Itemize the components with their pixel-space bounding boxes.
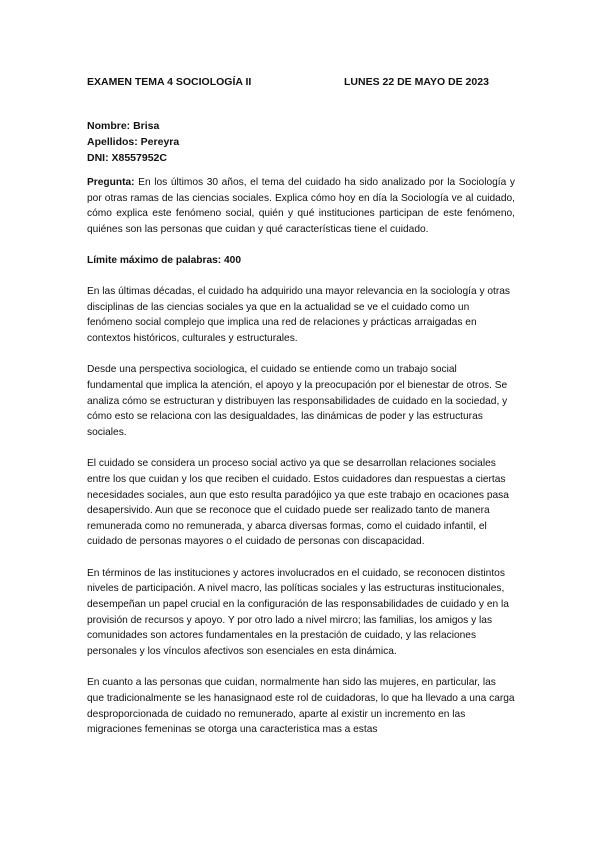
student-surname: Apellidos: Pereyra	[87, 136, 180, 148]
answer-paragraph-1: En las últimas décadas, el cuidado ha adquirido una mayor relevancia en la sociología y otras disciplinas de las ciencias sociales ya que en la actualidad se ve el cuidado como un fenómeno social complejo que implica una red de relaciones y prácticas arraigadas en contextos históricos, culturales y estructurales.	[87, 285, 511, 344]
answer-paragraph-4: En términos de las instituciones y actores involucrados en el cuidado, se reconocen distintos niveles de participación. A nivel macro, las políticas sociales y las estructuras institucionales, desempeñan un papel crucial en la configuración de las responsabilidades de cuidado y en la provisión de recursos y apoyo. Y por otro lado a nivel mircro; las familias, los amigos y las comunidades son actores fundamentales en la prestación de cuidado, y las relaciones personales y los vínculos afectivos son esenciales en esta dinámica.	[87, 567, 509, 657]
student-dni: DNI: X8557952C	[87, 152, 167, 164]
exam-date: LUNES 22 DE MAYO DE 2023	[344, 76, 489, 88]
student-name: Nombre: Brisa	[87, 120, 160, 132]
exam-title: EXAMEN TEMA 4 SOCIOLOGÍA II	[87, 76, 252, 88]
question-text: En los últimos 30 años, el tema del cuidado ha sido analizado por la Sociología y por otras ramas de las ciencias sociales. Explica cómo hoy en día la Sociología ve al cuidado, cómo explica este fenómeno social, quién y qué instituciones participan de este fenómeno, quiénes son las personas que cuidan y qué características tiene el cuidado.	[87, 177, 515, 235]
word-limit: Límite máximo de palabras: 400	[87, 255, 242, 267]
answer-paragraph-5: En cuanto a las personas que cuidan, normalmente han sido las mujeres, en particular, las que tradicionalmente se les hanasignaod este rol de cuidadoras, lo que ha llevado a una carga desproporcionada de cuidado no remunerado, aparte al existir un incremento en las migraciones femeninas se otorga una caracteristica mas a estas	[87, 677, 515, 736]
question-paragraph	[87, 175, 515, 237]
answer-paragraph-2: Desde una perspectiva sociologica, el cuidado se entiende como un trabajo social fundamental que implica la atención, el apoyo y la preocupación por el bienestar de otros. Se analiza cómo se estructuran y distribuyen las responsabilidades de cuidado en la sociedad, y cómo esto se relaciona con las desigualdades, las dinámicas de poder y las estructuras sociales.	[87, 364, 508, 438]
answer-paragraph-3: El cuidado se considera un proceso social activo ya que se desarrollan relaciones sociales entre los que cuidan y los que reciben el cuidado. Estos cuidadores dan respuestas a ciertas necesidades sociales, aun que esto resulta paradójico ya que este trabajo en ocaciones pasa desapersivido. Aun que se reconoce que el cuidado puede ser realizado tanto de manera remunerada como no remunerada, y abarca diversas formas, como el cuidado infantil, el cuidado de personas mayores o el cuidado de personas con discapacidad.	[87, 458, 509, 548]
student-info	[87, 118, 179, 166]
question-label: Pregunta:	[87, 177, 135, 188]
exam-content	[87, 175, 515, 754]
